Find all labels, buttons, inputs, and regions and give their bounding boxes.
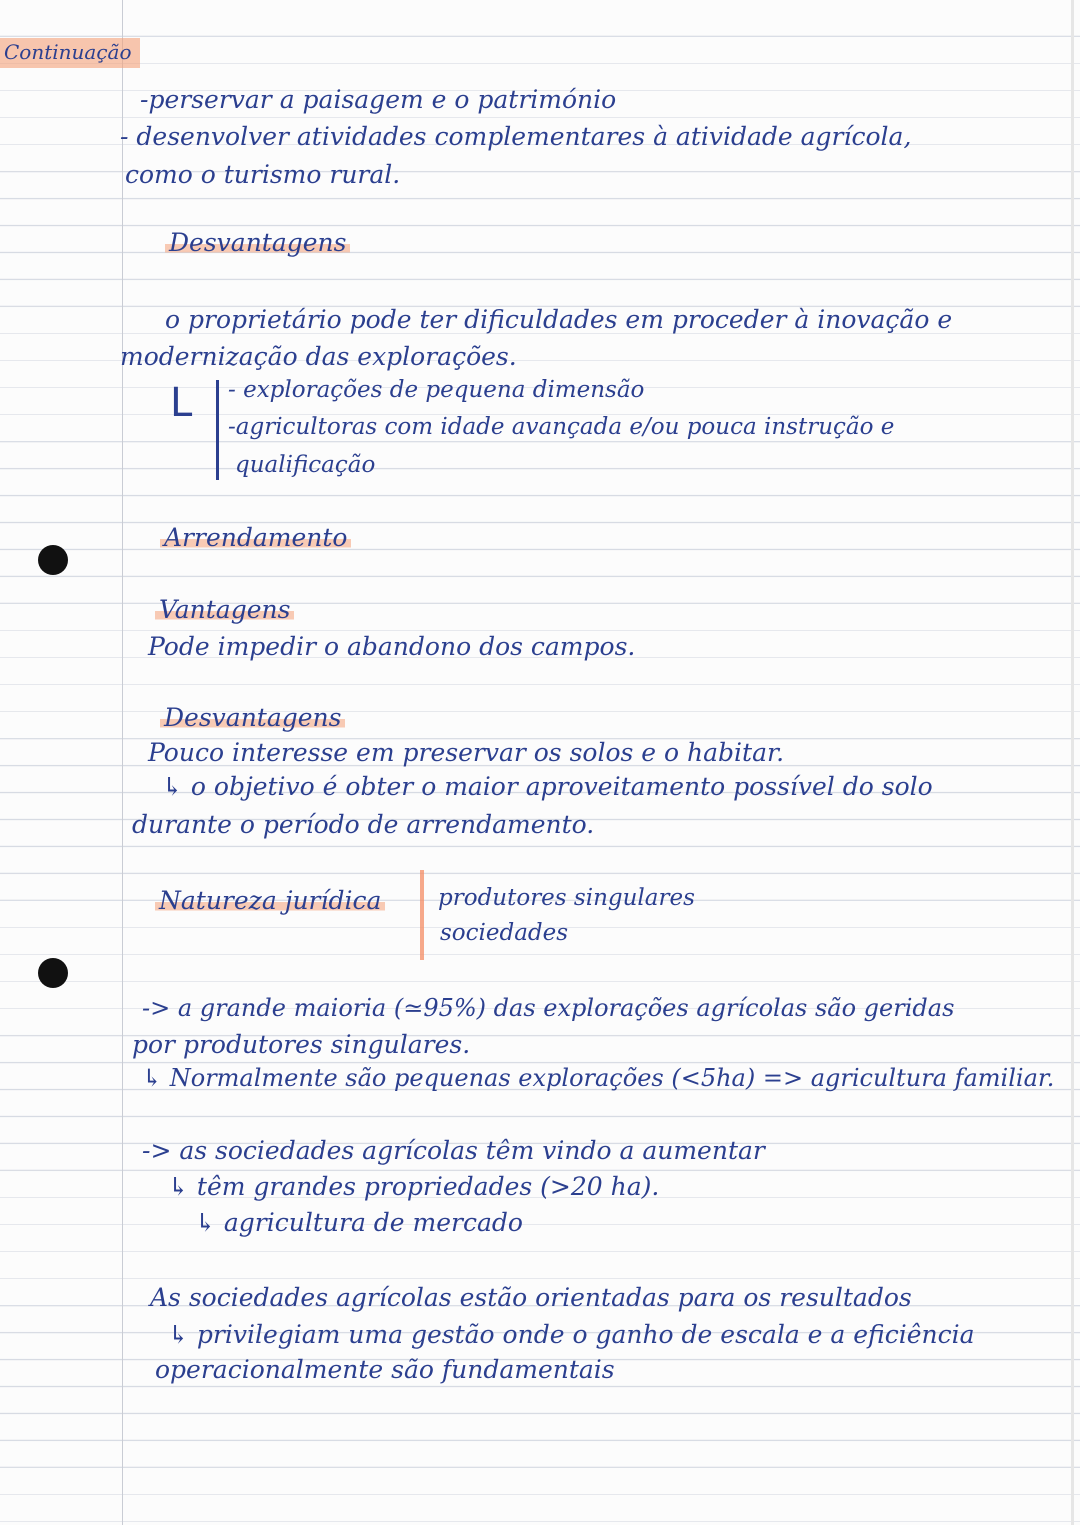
heading-vantagens: Vantagens: [155, 595, 294, 625]
text-line-9: Pode impedir o abandono dos campos.: [148, 632, 636, 661]
text-line-6: - explorações de pequena dimensão: [228, 377, 645, 403]
text-line-5: modernização das explorações.: [120, 342, 517, 371]
heading-natureza-juridica: Natureza jurídica: [155, 886, 385, 916]
text-line-13: -> a grande maioria (≃95%) das explorações agrícolas são geridas: [142, 994, 955, 1022]
text-line-10: Pouco interesse em preservar os solos e o habitar.: [148, 738, 785, 767]
natureza-bracket: [420, 870, 424, 960]
bracket-bar: [216, 380, 219, 480]
punch-hole-bottom: [38, 958, 68, 988]
text-line-18: ↳ agricultura de mercado: [195, 1208, 523, 1237]
text-line-3: como o turismo rural.: [125, 160, 401, 189]
text-line-7: -agricultoras com idade avançada e/ou pouca instrução e: [228, 414, 895, 440]
page-edge: [1071, 0, 1074, 1525]
text-line-11: ↳ o objetivo é obter o maior aproveitamento possível do solo: [162, 772, 933, 801]
natureza-item-2: sociedades: [440, 920, 569, 946]
natureza-item-1: produtores singulares: [438, 885, 695, 911]
text-line-1: -perservar a paisagem e o património: [140, 85, 617, 114]
margin-line: [122, 0, 123, 1525]
text-line-8: qualificação: [235, 452, 376, 478]
text-line-15: ↳ Normalmente são pequenas explorações (<5ha) => agricultura familiar.: [142, 1064, 1055, 1092]
text-line-4: o proprietário pode ter dificuldades em proceder à inovação e: [165, 305, 953, 334]
text-line-20: ↳ privilegiam uma gestão onde o ganho de escala e a eficiência: [168, 1320, 975, 1349]
continuation-label: Continuação: [0, 38, 140, 68]
text-line-14: por produtores singulares.: [132, 1030, 471, 1059]
bracket-icon: L: [170, 380, 193, 426]
heading-desvantagens-1: Desvantagens: [165, 228, 350, 258]
text-line-19: As sociedades agrícolas estão orientadas para os resultados: [150, 1283, 912, 1312]
text-line-21: operacionalmente são fundamentais: [155, 1355, 615, 1384]
heading-arrendamento: Arrendamento: [160, 523, 351, 553]
heading-desvantagens-2: Desvantagens: [160, 703, 345, 733]
text-line-12: durante o período de arrendamento.: [132, 810, 595, 839]
punch-hole-top: [38, 545, 68, 575]
text-line-17: ↳ têm grandes propriedades (>20 ha).: [168, 1172, 660, 1201]
text-line-2: - desenvolver atividades complementares à atividade agrícola,: [120, 122, 912, 151]
text-line-16: -> as sociedades agrícolas têm vindo a aumentar: [142, 1136, 765, 1165]
